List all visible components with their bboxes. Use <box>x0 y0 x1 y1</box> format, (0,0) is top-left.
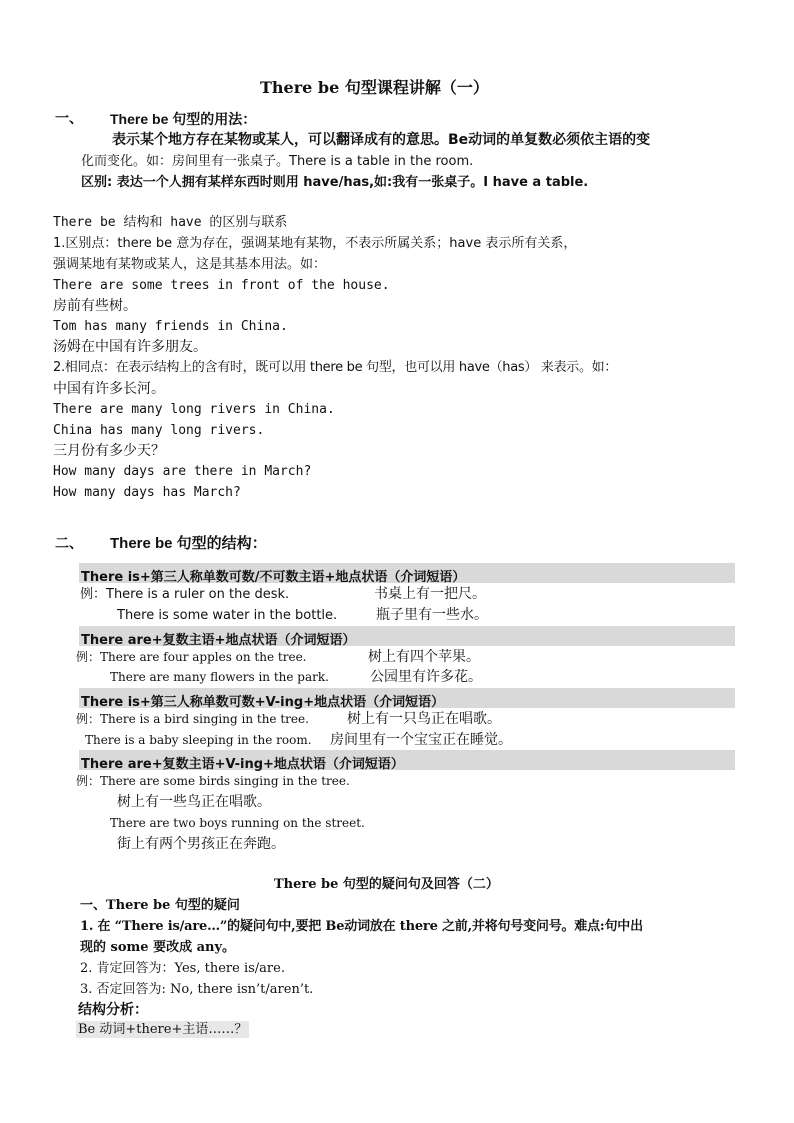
text-line: 2.相同点：在表示结构上的含有时，既可以用 there be 句型，也可以用 have（has） 来表示。如： <box>53 360 618 375</box>
text-line: 强调某地有某物或某人，这是其基本用法。如： <box>53 257 327 272</box>
paragraph-line: 表示某个地方存在某物或某人，可以翻译成有的意思。Be动词的单复数必须依主语的变 <box>112 132 651 148</box>
example-translation: 街上有两个男孩正在奔跑。 <box>117 836 285 852</box>
structure-formula: There is+第三人称单数可数/不可数主语+地点状语（介词短语） <box>81 570 466 585</box>
example-line: How many days has March? <box>53 485 241 500</box>
text-line: 汤姆在中国有许多朋友。 <box>53 339 207 355</box>
example-line: There is a baby sleeping in the room. <box>85 733 312 747</box>
formula-text: Be 动词+there+主语……？ <box>78 1022 248 1037</box>
structure-formula <box>76 1023 249 1036</box>
text-line: 1.区别点：there be 意为存在，强调某地有某物，不表示所属关系；have 表示所有关系， <box>53 236 577 251</box>
subsection-heading: There be 结构和 have 的区别与联系 <box>53 215 288 230</box>
example-translation: 树上有一些鸟正在唱歌。 <box>117 794 271 810</box>
structure-formula: There are+复数主语+地点状语（介词短语） <box>81 633 356 648</box>
example-line: China has many long rivers. <box>53 423 265 438</box>
structure-bar <box>79 626 735 646</box>
structure-bar <box>79 688 735 708</box>
section-heading: There be 句型的结构： <box>110 535 267 552</box>
text-line: 房前有些树。 <box>53 298 137 314</box>
paragraph-line: 化而变化。如：房间里有一张桌子。There is a table in the room. <box>81 154 474 169</box>
section-number: 二、 <box>55 536 83 552</box>
rule-line: 现的 some 要改成 any。 <box>80 940 236 955</box>
example-line: There are two boys running on the street. <box>110 816 365 830</box>
example-translation: 房间里有一个宝宝正在睡觉。 <box>330 732 512 748</box>
example-translation: 树上有一只鸟正在唱歌。 <box>347 711 501 727</box>
text-line: 中国有许多长河。 <box>53 381 165 397</box>
example-translation: 瓶子里有一些水。 <box>376 607 488 623</box>
structure-bar <box>79 750 735 770</box>
subsection-heading: 一、There be 句型的疑问 <box>80 898 240 913</box>
section-number: 一、 <box>55 111 83 127</box>
example-line: 例：There are four apples on the tree. <box>76 650 307 664</box>
example-line: 例：There are some birds singing in the tree. <box>76 774 350 788</box>
example-translation: 树上有四个苹果。 <box>368 649 480 665</box>
page-title: There be 句型课程讲解（一） <box>260 78 489 97</box>
example-translation: 书桌上有一把尺。 <box>374 586 486 602</box>
rule-line: 1. 在 “There is/are…”的疑问句中,要把 Be动词放在 there 之前,并将句号变问号。难点:句中出 <box>80 919 643 934</box>
section-heading: There be 句型的用法： <box>110 111 257 127</box>
example-line: There are some trees in front of the house. <box>53 278 390 293</box>
structure-bar <box>79 563 735 583</box>
example-line: 例：There is a ruler on the desk. <box>80 587 290 602</box>
section-title: There be 句型的疑问句及回答（二） <box>274 877 499 892</box>
example-line: There are many long rivers in China. <box>53 402 335 417</box>
rule-line: 3. 否定回答为: No, there isn’t/aren’t. <box>80 982 314 997</box>
example-line: There is some water in the bottle. <box>117 608 338 623</box>
example-line: Tom has many friends in China. <box>53 319 288 334</box>
example-line: How many days are there in March? <box>53 464 312 479</box>
rule-line: 2. 肯定回答为：Yes, there is/are. <box>80 961 285 976</box>
text-line: 三月份有多少天？ <box>53 443 165 459</box>
example-translation: 公园里有许多花。 <box>370 669 482 685</box>
difference-note: 区别: 表达一个人拥有某样东西时则用 have/has,如:我有一张桌子。I have a table. <box>81 175 589 190</box>
structure-formula: There are+复数主语+V-ing+地点状语（介词短语） <box>81 757 404 772</box>
example-line: 例：There is a bird singing in the tree. <box>76 712 309 726</box>
structure-formula: There is+第三人称单数可数+V-ing+地点状语（介词短语） <box>81 695 445 710</box>
structure-label: 结构分析： <box>78 1002 148 1018</box>
example-line: There are many flowers in the park. <box>110 670 329 684</box>
